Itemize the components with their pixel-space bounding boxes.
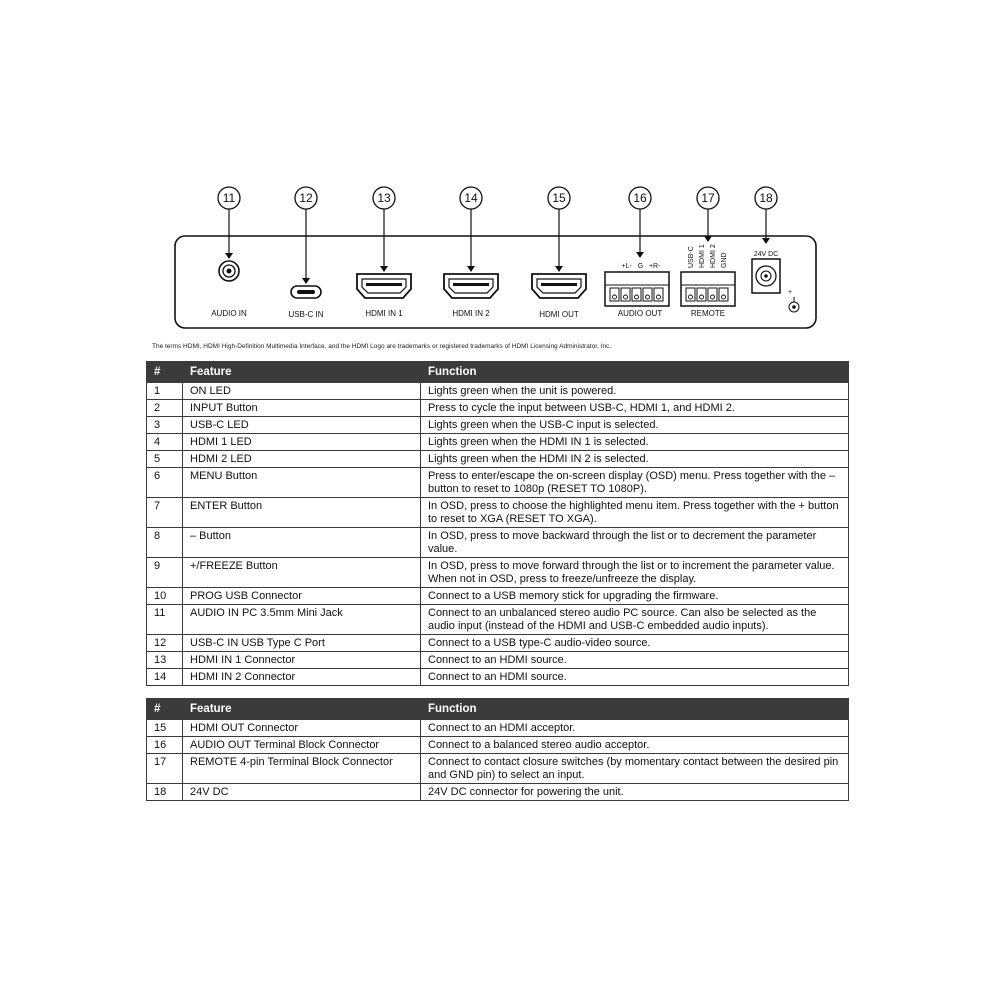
table-row xyxy=(147,468,849,498)
header-function: Function xyxy=(421,699,849,720)
dc-polarity-icon xyxy=(789,297,799,312)
cell-feature: HDMI 2 LED xyxy=(183,451,421,468)
table-row xyxy=(147,434,849,451)
cell-num: 12 xyxy=(147,635,183,652)
cell-num: 14 xyxy=(147,669,183,686)
feature-table-part-2 xyxy=(146,698,849,801)
audio-out-terminal-block-icon xyxy=(605,272,669,306)
usb-c-in-label: USB-C IN xyxy=(288,310,324,319)
table-header-row xyxy=(147,362,849,383)
table-row xyxy=(147,498,849,528)
cell-num: 9 xyxy=(147,558,183,588)
callout-number: 13 xyxy=(377,191,391,205)
cell-num: 10 xyxy=(147,588,183,605)
table-row xyxy=(147,784,849,801)
table-row xyxy=(147,528,849,558)
cell-num: 3 xyxy=(147,417,183,434)
cell-function: In OSD, press to move backward through the list or to decrement the parameter value. xyxy=(421,528,849,558)
header-feature: Feature xyxy=(183,362,421,383)
audio-in-jack-icon xyxy=(219,261,239,281)
table-row xyxy=(147,754,849,784)
callout-number: 15 xyxy=(552,191,566,205)
cell-num: 17 xyxy=(147,754,183,784)
cell-num: 2 xyxy=(147,400,183,417)
callout-number: 18 xyxy=(759,191,773,205)
audio-out-label: AUDIO OUT xyxy=(617,309,663,318)
cell-num: 18 xyxy=(147,784,183,801)
table-header-row xyxy=(147,699,849,720)
hdmi-out-label: HDMI OUT xyxy=(539,310,579,319)
table-row xyxy=(147,737,849,754)
trademark-note: The terms HDMI, HDMI High-Definition Multimedia Interface, and the HDMI Logo are trademarks or registered trademarks of HDMI Licensing Administrator, Inc. xyxy=(152,343,612,350)
cell-num: 16 xyxy=(147,737,183,754)
cell-num: 6 xyxy=(147,468,183,498)
cell-num: 1 xyxy=(147,383,183,400)
cell-feature: HDMI 1 LED xyxy=(183,434,421,451)
header-num: # xyxy=(147,362,183,383)
dc-in-label: 24V DC xyxy=(753,251,779,258)
cell-feature: HDMI IN 1 Connector xyxy=(183,652,421,669)
table-row xyxy=(147,720,849,737)
callout-number: 17 xyxy=(701,191,715,205)
cell-function: Lights green when the HDMI IN 2 is selected. xyxy=(421,451,849,468)
cell-num: 11 xyxy=(147,605,183,635)
cell-feature: USB-C IN USB Type C Port xyxy=(183,635,421,652)
remote-label: REMOTE xyxy=(690,309,726,318)
cell-feature: ENTER Button xyxy=(183,498,421,528)
cell-function: 24V DC connector for powering the unit. xyxy=(421,784,849,801)
svg-text:HDMI 1: HDMI 1 xyxy=(699,244,706,268)
table-row xyxy=(147,558,849,588)
callout-14 xyxy=(460,187,482,272)
cell-feature: USB-C LED xyxy=(183,417,421,434)
audio-out-pin-labels: +L- G +R- xyxy=(621,263,661,270)
callout-number: 11 xyxy=(222,191,236,205)
cell-num: 4 xyxy=(147,434,183,451)
cell-function: Connect to an HDMI acceptor. xyxy=(421,720,849,737)
svg-text:USB-C: USB-C xyxy=(688,246,695,268)
callout-number: 12 xyxy=(299,191,313,205)
feature-table-part-1 xyxy=(146,361,849,686)
cell-function: Connect to an HDMI source. xyxy=(421,652,849,669)
callout-number: 14 xyxy=(464,191,478,205)
callout-16 xyxy=(629,187,651,258)
cell-function: Press to enter/escape the on-screen display (OSD) menu. Press together with the – button to reset to 1080p (RESET TO 1080P). xyxy=(421,468,849,498)
header-function: Function xyxy=(421,362,849,383)
cell-function: Press to cycle the input between USB-C, HDMI 1, and HDMI 2. xyxy=(421,400,849,417)
hdmi-out-port-icon xyxy=(532,274,586,298)
cell-feature: AUDIO IN PC 3.5mm Mini Jack xyxy=(183,605,421,635)
audio-in-label: AUDIO IN xyxy=(211,309,247,318)
callout-15 xyxy=(548,187,570,272)
table-row xyxy=(147,417,849,434)
cell-feature: HDMI OUT Connector xyxy=(183,720,421,737)
cell-num: 8 xyxy=(147,528,183,558)
dc-polarity-label: + xyxy=(787,289,793,296)
cell-feature: ON LED xyxy=(183,383,421,400)
cell-feature: +/FREEZE Button xyxy=(183,558,421,588)
cell-feature: AUDIO OUT Terminal Block Connector xyxy=(183,737,421,754)
hdmi-in-1-port-icon xyxy=(357,274,411,298)
table-row xyxy=(147,451,849,468)
cell-function: Connect to a USB memory stick for upgrading the firmware. xyxy=(421,588,849,605)
hdmi-in-1-label: HDMI IN 1 xyxy=(365,309,403,318)
remote-terminal-block-icon xyxy=(681,272,735,306)
dc-power-jack-icon xyxy=(752,259,780,293)
cell-num: 7 xyxy=(147,498,183,528)
hdmi-in-2-label: HDMI IN 2 xyxy=(452,309,490,318)
cell-num: 15 xyxy=(147,720,183,737)
table-row xyxy=(147,669,849,686)
cell-function: Connect to a balanced stereo audio acceptor. xyxy=(421,737,849,754)
cell-feature: MENU Button xyxy=(183,468,421,498)
usb-c-port-icon xyxy=(291,286,321,298)
cell-function: Connect to contact closure switches (by momentary contact between the desired pin and GND pin) to select an input. xyxy=(421,754,849,784)
cell-function: In OSD, press to choose the highlighted menu item. Press together with the + button to reset to XGA (RESET TO XGA). xyxy=(421,498,849,528)
cell-num: 13 xyxy=(147,652,183,669)
cell-feature: 24V DC xyxy=(183,784,421,801)
rear-panel-diagram xyxy=(0,0,1000,345)
callout-17 xyxy=(697,187,719,242)
header-feature: Feature xyxy=(183,699,421,720)
table-row xyxy=(147,383,849,400)
cell-feature: INPUT Button xyxy=(183,400,421,417)
cell-function: Connect to an unbalanced stereo audio PC source. Can also be selected as the audio input (instead of the HDMI and USB-C embedded audio inputs). xyxy=(421,605,849,635)
table-row xyxy=(147,652,849,669)
cell-feature: HDMI IN 2 Connector xyxy=(183,669,421,686)
cell-function: Lights green when the HDMI IN 1 is selected. xyxy=(421,434,849,451)
callout-13 xyxy=(373,187,395,272)
cell-function: Lights green when the unit is powered. xyxy=(421,383,849,400)
cell-function: In OSD, press to move forward through the list or to increment the parameter value. When not in OSD, press to freeze/unfreeze the display. xyxy=(421,558,849,588)
cell-feature: REMOTE 4-pin Terminal Block Connector xyxy=(183,754,421,784)
table-row xyxy=(147,635,849,652)
table-row xyxy=(147,605,849,635)
cell-function: Connect to an HDMI source. xyxy=(421,669,849,686)
cell-function: Connect to a USB type-C audio-video source. xyxy=(421,635,849,652)
table-row xyxy=(147,588,849,605)
cell-function: Lights green when the USB-C input is selected. xyxy=(421,417,849,434)
table-row xyxy=(147,400,849,417)
header-num: # xyxy=(147,699,183,720)
svg-text:GND: GND xyxy=(721,252,728,268)
callout-number: 16 xyxy=(633,191,647,205)
callout-11 xyxy=(218,187,240,259)
cell-feature: – Button xyxy=(183,528,421,558)
cell-feature: PROG USB Connector xyxy=(183,588,421,605)
hdmi-in-2-port-icon xyxy=(444,274,498,298)
cell-num: 5 xyxy=(147,451,183,468)
svg-text:HDMI 2: HDMI 2 xyxy=(710,244,717,268)
remote-pin-labels xyxy=(688,244,728,268)
